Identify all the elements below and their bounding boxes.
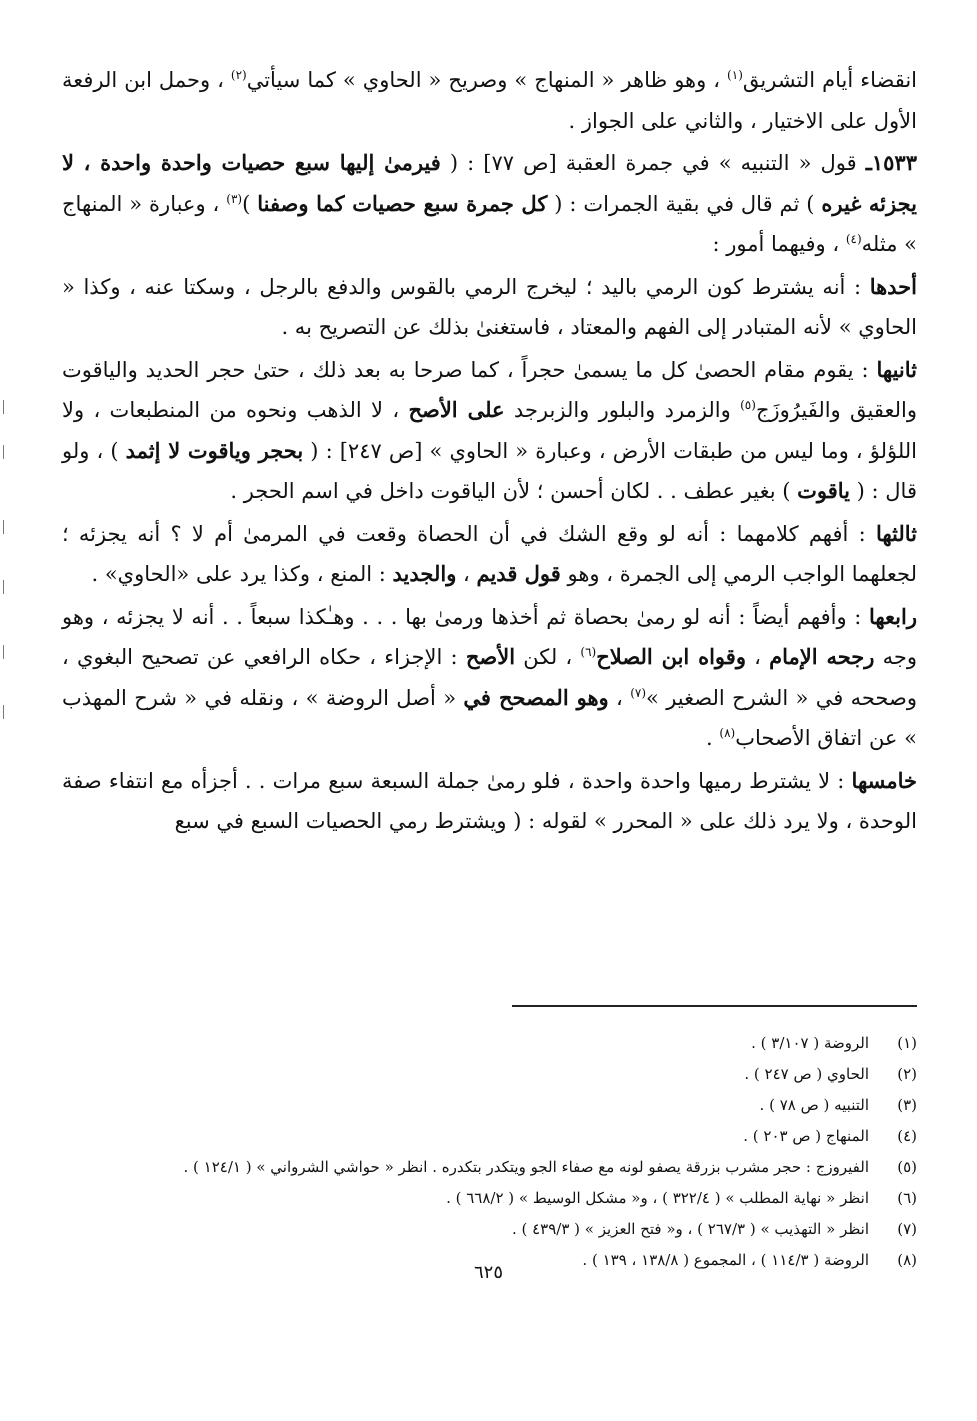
scan-mark [3, 400, 4, 414]
text-run: ، لكن [515, 645, 581, 669]
scan-mark [3, 520, 4, 534]
text-run: : لا يشترط رميها واحدة واحدة ، فلو رمىٰ جملة السبعة سبع مرات . . أجزأه مع انتفاء صفة الوحدة ، ولا يرد ذلك على « المحرر » لقوله : ( ويشترط رمي الحصيات السبع في سبع [62, 768, 917, 833]
page-number: ٦٢٥ [473, 1262, 503, 1283]
main-text [62, 60, 917, 842]
footnote-ref: (١) [727, 68, 743, 82]
footnote [62, 1214, 917, 1245]
text-run: : أنه يشترط كون الرمي باليد ؛ ليخرج الرمي بالقوس والدفع بالرجل ، وسكتا عنه ، وكذا « الحاوي » لأنه المتبادر إلى الفهم والمعتاد ، فاستغنىٰ بذلك عن التصريح به . [62, 274, 917, 339]
text-run: ، [456, 562, 477, 586]
scan-mark [3, 580, 4, 594]
text-run: ) [242, 191, 258, 216]
footnote [62, 1028, 917, 1059]
footnote-number: (٨) [897, 1251, 917, 1269]
scan-mark [3, 645, 4, 659]
bold-text: ١٥٣٣ـ [865, 150, 917, 175]
footnote [62, 1090, 917, 1121]
bold-text: بحجر وياقوت لا إثمد [125, 437, 304, 463]
footnote [62, 1183, 917, 1214]
paragraph [62, 60, 917, 141]
paragraph [62, 350, 917, 512]
text-run: ، وهو ظاهر « المنهاج » وصريح « الحاوي » كما سيأتي [246, 68, 728, 92]
footnote-number: (٣) [897, 1096, 917, 1114]
text-run: ، وحمل ابن الرفعة الأول على الاختيار ، والثاني على الجواز . [62, 68, 917, 133]
footnote-ref: (٤) [845, 232, 862, 246]
bold-text: كل جمرة سبع حصيات كما وصفنا [257, 190, 548, 216]
footnote-separator [512, 1005, 917, 1007]
paragraph [62, 143, 917, 265]
footnote-text: التنبيه ( ص ٧٨ ) . [759, 1096, 869, 1114]
footnote-ref: (٢) [230, 68, 247, 82]
footnote-ref: (٦) [580, 645, 597, 659]
footnote-ref: (٧) [630, 685, 647, 700]
footnote-number: (٥) [897, 1158, 917, 1176]
text-run: ) بغير عطف . . لكان أحسن ؛ لأن الياقوت داخل في اسم الحجر . [230, 479, 798, 503]
scan-mark [3, 705, 4, 719]
footnote-text: الروضة ( ١١٤/٣ ) ، المجموع ( ١٣٨/٨ ، ١٣٩ ) . [582, 1251, 869, 1269]
footnote [62, 1121, 917, 1152]
bold-text: خامسها [851, 767, 917, 793]
text-run: انقضاء أيام التشريق [742, 68, 917, 92]
paragraph [62, 267, 917, 348]
text-run: ) ثم قال في بقية الجمرات : ( [547, 191, 822, 216]
footnote-text: انظر « التهذيب » ( ٢٦٧/٣ ) ، و« فتح العزيز » ( ٤٣٩/٣ ) . [511, 1220, 869, 1238]
footnote-text: الفيروزج : حجر مشرب بزرقة يصفو لونه مع صفاء الجو ويتكدر بتكدره . انظر « حواشي الشرواني » ( ١٢٤/١ ) . [183, 1158, 869, 1176]
text-run: : المنع ، وكذا يرد على «الحاوي» . [91, 562, 393, 586]
footnote-number: (٤) [897, 1127, 917, 1145]
text-run: : الإجزاء ، حكاه الرافعي عن تصحيح البغوي ، وصححه في « الشرح الصغير » [62, 645, 917, 710]
footnote-number: (١) [897, 1034, 917, 1052]
text-run: « أصل الروضة » ، ونقله في « شرح المهذب » عن اتفاق الأصحاب [62, 685, 917, 750]
bold-text: فيرمىٰ إليها سبع حصيات واحدة واحدة ، لا يجزئه غيره [62, 150, 917, 216]
bold-text: وقواه ابن الصلاح [596, 644, 746, 669]
bold-text: أحدها [869, 273, 917, 299]
footnote-number: (٧) [897, 1220, 917, 1238]
bold-text: ياقوت [797, 478, 850, 503]
footnote-ref: (٥) [740, 398, 756, 412]
text-run: ، [608, 685, 631, 710]
bold-text: قول قديم [476, 561, 561, 586]
footnote-ref: (٨) [719, 726, 736, 740]
footnote [62, 1152, 917, 1183]
footnote [62, 1059, 917, 1090]
text-run: : وأفهم أيضاً : أنه لو رمىٰ بحصاة ثم أخذها ورمىٰ بها . . . وهـٰكذا سبعاً . . أنه لا يجزئه ، وهو وجه [62, 604, 917, 669]
text-run: والزمرد والبلور والزبرجد [504, 398, 741, 422]
footnote-ref: (٣) [226, 191, 243, 206]
text-run: : يقوم مقام الحصىٰ كل ما يسمىٰ حجراً ، كما صرحا به بعد ذلك ، حتىٰ حجر الحديد والياقوت والعقيق والفَيرُوزَج [62, 357, 918, 422]
text-run: . [706, 726, 720, 750]
book-page [62, 60, 917, 1420]
bold-text: ثانيها [876, 356, 917, 382]
footnote-number: (٦) [897, 1189, 917, 1207]
text-run: : أفهم كلامهما : أنه لو وقع الشك في أن الحصاة وقعت في المرمىٰ أم لا ؟ أنه يجزئه ؛ لجعلهما الواجب الرمي إلى الجمرة ، وهو [62, 521, 917, 586]
bold-text: والجديد [392, 561, 457, 586]
paragraph [62, 514, 917, 595]
text-run: ، وفيهما أمور : [712, 232, 846, 256]
text-run: قول « التنبيه » في جمرة العقبة [ص ٧٧] : ( [440, 151, 866, 175]
text-run: ) ، ولو قال : ( [62, 438, 917, 503]
bold-text: ثالثها [875, 520, 917, 546]
footnote-text: الروضة ( ٣/١٠٧ ) . [751, 1034, 869, 1052]
bold-text: وهو المصحح في [463, 684, 609, 710]
bold-text: رجحه الإمام [769, 644, 875, 669]
bold-text: الأصح [465, 644, 516, 669]
paragraph [62, 761, 917, 842]
footnote-text: الحاوي ( ص ٢٤٧ ) . [744, 1065, 869, 1083]
scan-margin-marks [0, 0, 10, 1421]
bold-text: على الأصح [408, 397, 505, 422]
footnote-number: (٢) [897, 1065, 917, 1083]
footnotes [62, 1028, 917, 1276]
paragraph [62, 597, 917, 759]
text-run: ، [745, 645, 770, 669]
scan-mark [3, 445, 4, 459]
bold-text: رابعها [868, 603, 917, 629]
text-run: ، لا الذهب ونحوه من المنطبعات ، ولا اللؤلؤ ، وما ليس من طبقات الأرض ، وعبارة « الحاوي » [ص ٢٤٧] : ( [62, 398, 918, 463]
text-run: ، وعبارة « المنهاج » مثله [62, 191, 917, 256]
footnote-text: انظر « نهاية المطلب » ( ٣٢٢/٤ ) ، و« مشكل الوسيط » ( ٦٦٨/٢ ) . [446, 1189, 869, 1207]
footnote-text: المنهاج ( ص ٢٠٣ ) . [743, 1127, 869, 1145]
